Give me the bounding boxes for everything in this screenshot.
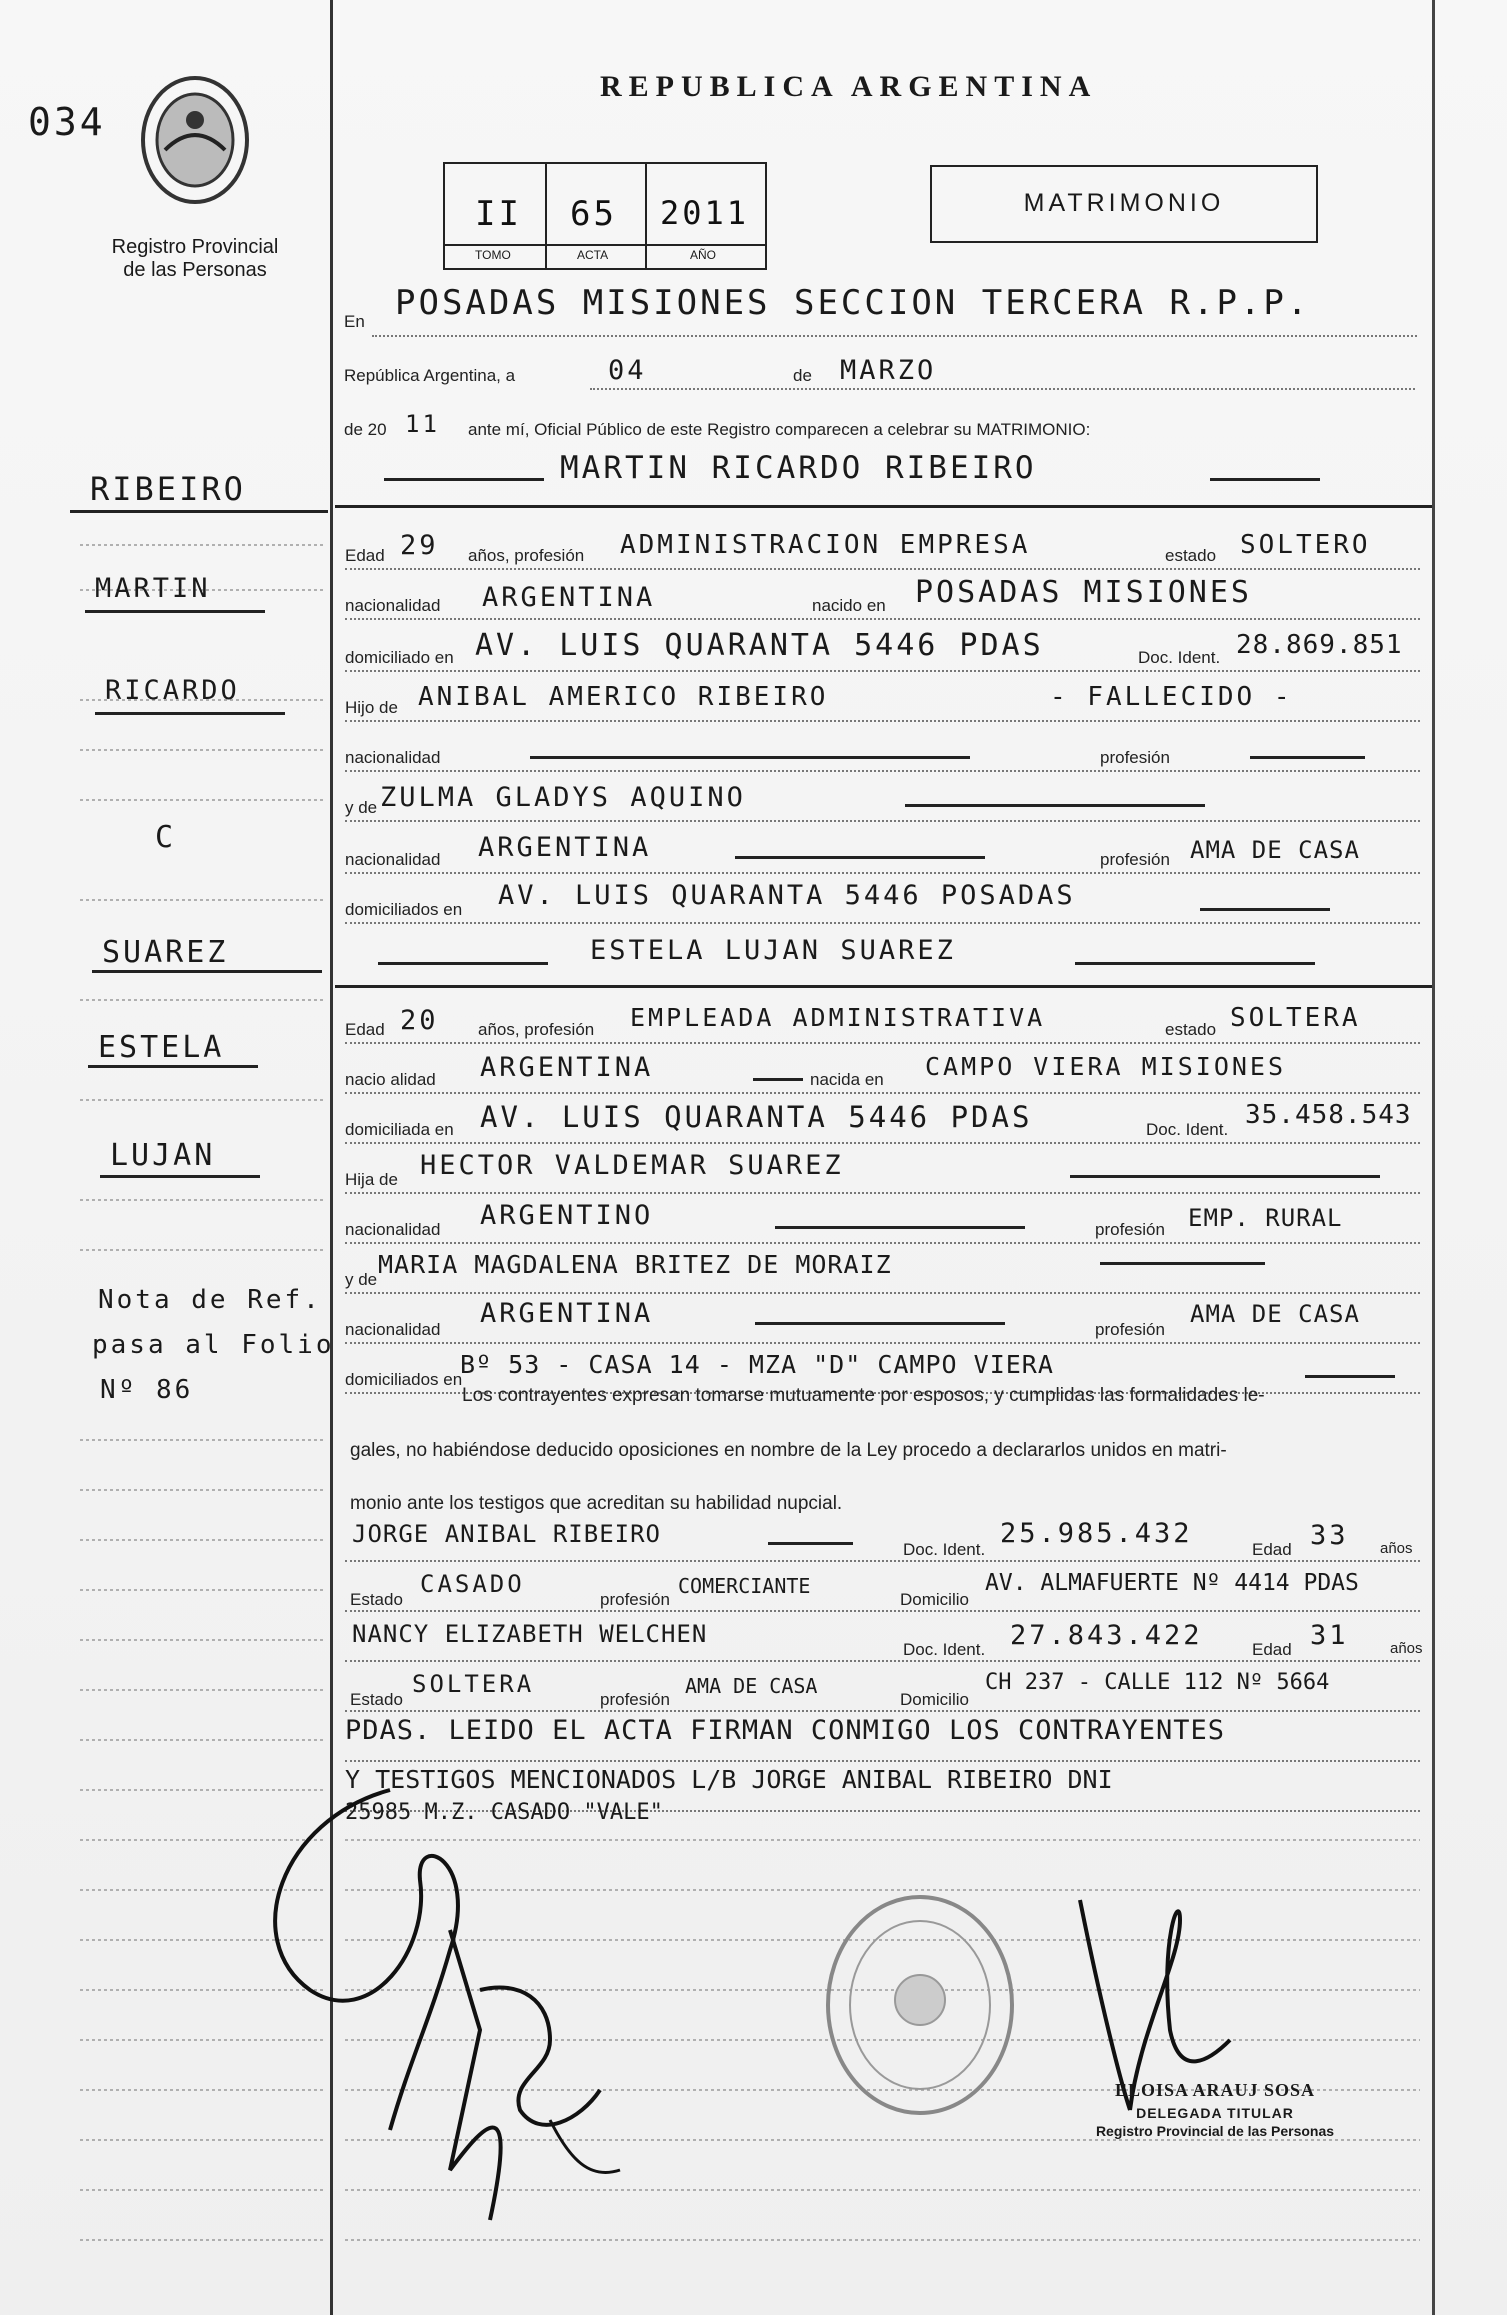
bride-mother-nationality: ARGENTINA	[480, 1298, 654, 1329]
margin-note-line2: pasa al Folio	[92, 1330, 335, 1360]
bride-status: SOLTERA	[1230, 1003, 1361, 1033]
bride-father-profession-label: profesión	[1095, 1220, 1165, 1239]
margin-note-line1: Nota de Ref.	[98, 1285, 322, 1315]
witness1-doc: 25.985.432	[1000, 1518, 1193, 1549]
legal-text-line3: monio ante los testigos que acreditan su habilidad nupcial.	[350, 1493, 843, 1514]
folio-number: 034	[28, 100, 106, 144]
bride-address: AV. LUIS QUARANTA 5446 PDAS	[480, 1100, 1033, 1134]
legal-text-line2: gales, no habiéndose deducido oposiciones en nombre de la Ley procedo a declararlos unidos en matri-	[350, 1440, 1227, 1461]
bride-doc: 35.458.543	[1245, 1100, 1412, 1130]
witness2-profession-label: profesión	[600, 1690, 670, 1709]
witness2-age-label: Edad	[1252, 1640, 1292, 1659]
witness2-address-label: Domicilio	[900, 1690, 969, 1709]
bride-age-label: Edad	[345, 1020, 385, 1039]
witness1-doc-label: Doc. Ident.	[903, 1540, 986, 1559]
record-number-box	[443, 162, 767, 270]
witness2-age: 31	[1310, 1620, 1349, 1651]
witness1-years-label: años	[1380, 1540, 1413, 1557]
bride-father-nationality: ARGENTINO	[480, 1200, 654, 1231]
groom-age: 29	[400, 530, 439, 561]
place-value: POSADAS MISIONES SECCION TERCERA R.P.P.	[395, 283, 1311, 323]
bride-profession: EMPLEADA ADMINISTRATIVA	[630, 1003, 1046, 1032]
bride-doc-label: Doc. Ident.	[1146, 1120, 1229, 1139]
bride-mother-profession: AMA DE CASA	[1190, 1300, 1360, 1328]
tomo-label: TOMO	[475, 248, 511, 262]
official-stamp-icon	[820, 1890, 1020, 2120]
certificate-type-box	[930, 165, 1318, 243]
registry-name-line1: Registro Provincial	[111, 236, 279, 258]
bride-daughter-of-label: Hija de	[345, 1170, 398, 1189]
bride-father: HECTOR VALDEMAR SUAREZ	[420, 1150, 844, 1181]
groom-born-label: nacido en	[812, 596, 886, 615]
closing-line1: PDAS. LEIDO EL ACTA FIRMAN CONMIGO LOS CONTRAYENTES	[345, 1715, 1226, 1746]
groom-son-of-label: Hijo de	[345, 698, 398, 717]
groom-father: ANIBAL AMERICO RIBEIRO	[418, 682, 829, 712]
registry-name-line2: de las Personas	[123, 259, 267, 281]
bride-father-nationality-label: nacionalidad	[345, 1220, 441, 1239]
witness1-status: CASADO	[420, 1570, 525, 1598]
witness2-name: NANCY ELIZABETH WELCHEN	[352, 1620, 708, 1648]
groom-father-profession-label: profesión	[1100, 748, 1170, 767]
bride-nationality-label: nacio alidad	[345, 1070, 436, 1089]
groom-age-label: Edad	[345, 546, 385, 565]
groom-address-label: domiciliado en	[345, 648, 454, 667]
margin-firstname-groom: MARTIN	[95, 573, 211, 604]
de-label: de	[793, 366, 812, 385]
groom-doc-label: Doc. Ident.	[1138, 648, 1221, 667]
witness2-doc: 27.843.422	[1010, 1620, 1203, 1651]
tomo-value: II	[475, 194, 522, 234]
closing-line3: 25985 M.Z. CASADO "VALE"	[345, 1800, 663, 1825]
bride-status-label: estado	[1165, 1020, 1217, 1039]
margin-middlename-bride: LUJAN	[110, 1138, 216, 1173]
appearance-statement: ante mí, Oficial Público de este Registro comparecen a celebrar su MATRIMONIO:	[468, 420, 1091, 439]
witness1-age: 33	[1310, 1520, 1349, 1551]
groom-doc: 28.869.851	[1236, 630, 1403, 660]
groom-nationality-label: nacionalidad	[345, 596, 441, 615]
witness2-doc-label: Doc. Ident.	[903, 1640, 986, 1659]
margin-note-line3: Nº 86	[100, 1375, 194, 1405]
bride-birthplace: CAMPO VIERA MISIONES	[925, 1052, 1287, 1081]
groom-parents-address-label: domiciliados en	[345, 900, 463, 919]
acta-label: ACTA	[577, 248, 609, 262]
witness1-address-label: Domicilio	[900, 1590, 969, 1609]
margin-surname-bride: SUAREZ	[102, 935, 229, 970]
legal-text-line1: Los contrayentes expresan tomarse mutuamente por esposos, y cumplidas las formalidades le-	[462, 1385, 1265, 1406]
bride-and-of-label: y de	[345, 1270, 378, 1289]
acta-value: 65	[570, 194, 617, 234]
officer-name: ELOISA ARAUJ SOSA	[1114, 2080, 1316, 2100]
groom-father-nationality-label: nacionalidad	[345, 748, 441, 767]
groom-parents-address: AV. LUIS QUARANTA 5446 POSADAS	[498, 880, 1076, 911]
groom-status: SOLTERO	[1240, 530, 1371, 560]
witness1-profession-label: profesión	[600, 1590, 670, 1609]
witness2-status-label: Estado	[350, 1690, 403, 1709]
bride-full-name: ESTELA LUJAN SUAREZ	[590, 935, 956, 966]
bride-mother-nationality-label: nacionalidad	[345, 1320, 441, 1339]
day-value: 04	[608, 355, 647, 386]
bride-parents-address-label: domiciliados en	[345, 1370, 463, 1389]
document-title: REPUBLICA ARGENTINA	[600, 70, 1098, 103]
certificate-type: MATRIMONIO	[1023, 189, 1225, 217]
bride-profession-label: años, profesión	[478, 1020, 595, 1039]
anio-value: 2011	[660, 194, 750, 232]
groom-mother-nationality-label: nacionalidad	[345, 850, 441, 869]
closing-line2: Y TESTIGOS MENCIONADOS L/B JORGE ANIBAL RIBEIRO DNI	[345, 1765, 1113, 1794]
witness2-status: SOLTERA	[412, 1670, 535, 1698]
bride-address-label: domiciliada en	[345, 1120, 454, 1139]
groom-mother-profession: AMA DE CASA	[1190, 836, 1360, 864]
groom-profession-label: años, profesión	[468, 546, 585, 565]
witness1-address: AV. ALMAFUERTE Nº 4414 PDAS	[985, 1570, 1359, 1596]
margin-firstname-bride: ESTELA	[98, 1030, 225, 1065]
groom-and-of-label: y de	[345, 798, 378, 817]
witness2-address: CH 237 - CALLE 112 Nº 5664	[985, 1670, 1330, 1695]
margin-middlename-groom: RICARDO	[105, 675, 240, 706]
witness1-name: JORGE ANIBAL RIBEIRO	[352, 1520, 661, 1548]
groom-status-label: estado	[1165, 546, 1217, 565]
groom-nationality: ARGENTINA	[482, 582, 656, 613]
groom-address: AV. LUIS QUARANTA 5446 PDAS	[475, 628, 1044, 663]
witness2-profession: AMA DE CASA	[685, 1674, 818, 1698]
witness1-profession: COMERCIANTE	[678, 1574, 811, 1598]
groom-mother-profession-label: profesión	[1100, 850, 1170, 869]
bride-mother: MARIA MAGDALENA BRITEZ DE MORAIZ	[378, 1250, 892, 1279]
bride-born-label: nacida en	[810, 1070, 884, 1089]
groom-mother-nationality: ARGENTINA	[478, 832, 652, 863]
bride-nationality: ARGENTINA	[480, 1052, 654, 1083]
groom-father-note: - FALLECIDO -	[1050, 682, 1293, 712]
en-label: En	[344, 312, 365, 331]
party-signatures-icon	[220, 1700, 640, 2260]
margin-surname-groom: RIBEIRO	[90, 470, 246, 508]
witness2-years-label: años	[1390, 1640, 1423, 1657]
anio-label: AÑO	[690, 248, 717, 262]
year-suffix: 11	[405, 410, 440, 438]
groom-profession: ADMINISTRACION EMPRESA	[620, 530, 1031, 560]
groom-birthplace: POSADAS MISIONES	[915, 575, 1252, 610]
margin-conjunction: C	[155, 820, 177, 855]
province-seal-icon	[135, 70, 255, 210]
bride-age: 20	[400, 1005, 439, 1036]
month-value: MARZO	[840, 355, 937, 386]
witness1-status-label: Estado	[350, 1590, 403, 1609]
groom-full-name: MARTIN RICARDO RIBEIRO	[560, 450, 1037, 486]
year-label: de 20	[344, 420, 387, 439]
witness1-age-label: Edad	[1252, 1540, 1292, 1559]
officer-role: DELEGADA TITULAR	[1136, 2105, 1294, 2121]
bride-mother-profession-label: profesión	[1095, 1320, 1165, 1339]
officer-organization: Registro Provincial de las Personas	[1095, 2123, 1335, 2139]
groom-mother: ZULMA GLADYS AQUINO	[380, 782, 746, 813]
bride-parents-address: Bº 53 - CASA 14 - MZA "D" CAMPO VIERA	[460, 1350, 1054, 1379]
bride-father-profession: EMP. RURAL	[1188, 1204, 1343, 1232]
republic-label: República Argentina, a	[344, 366, 516, 385]
